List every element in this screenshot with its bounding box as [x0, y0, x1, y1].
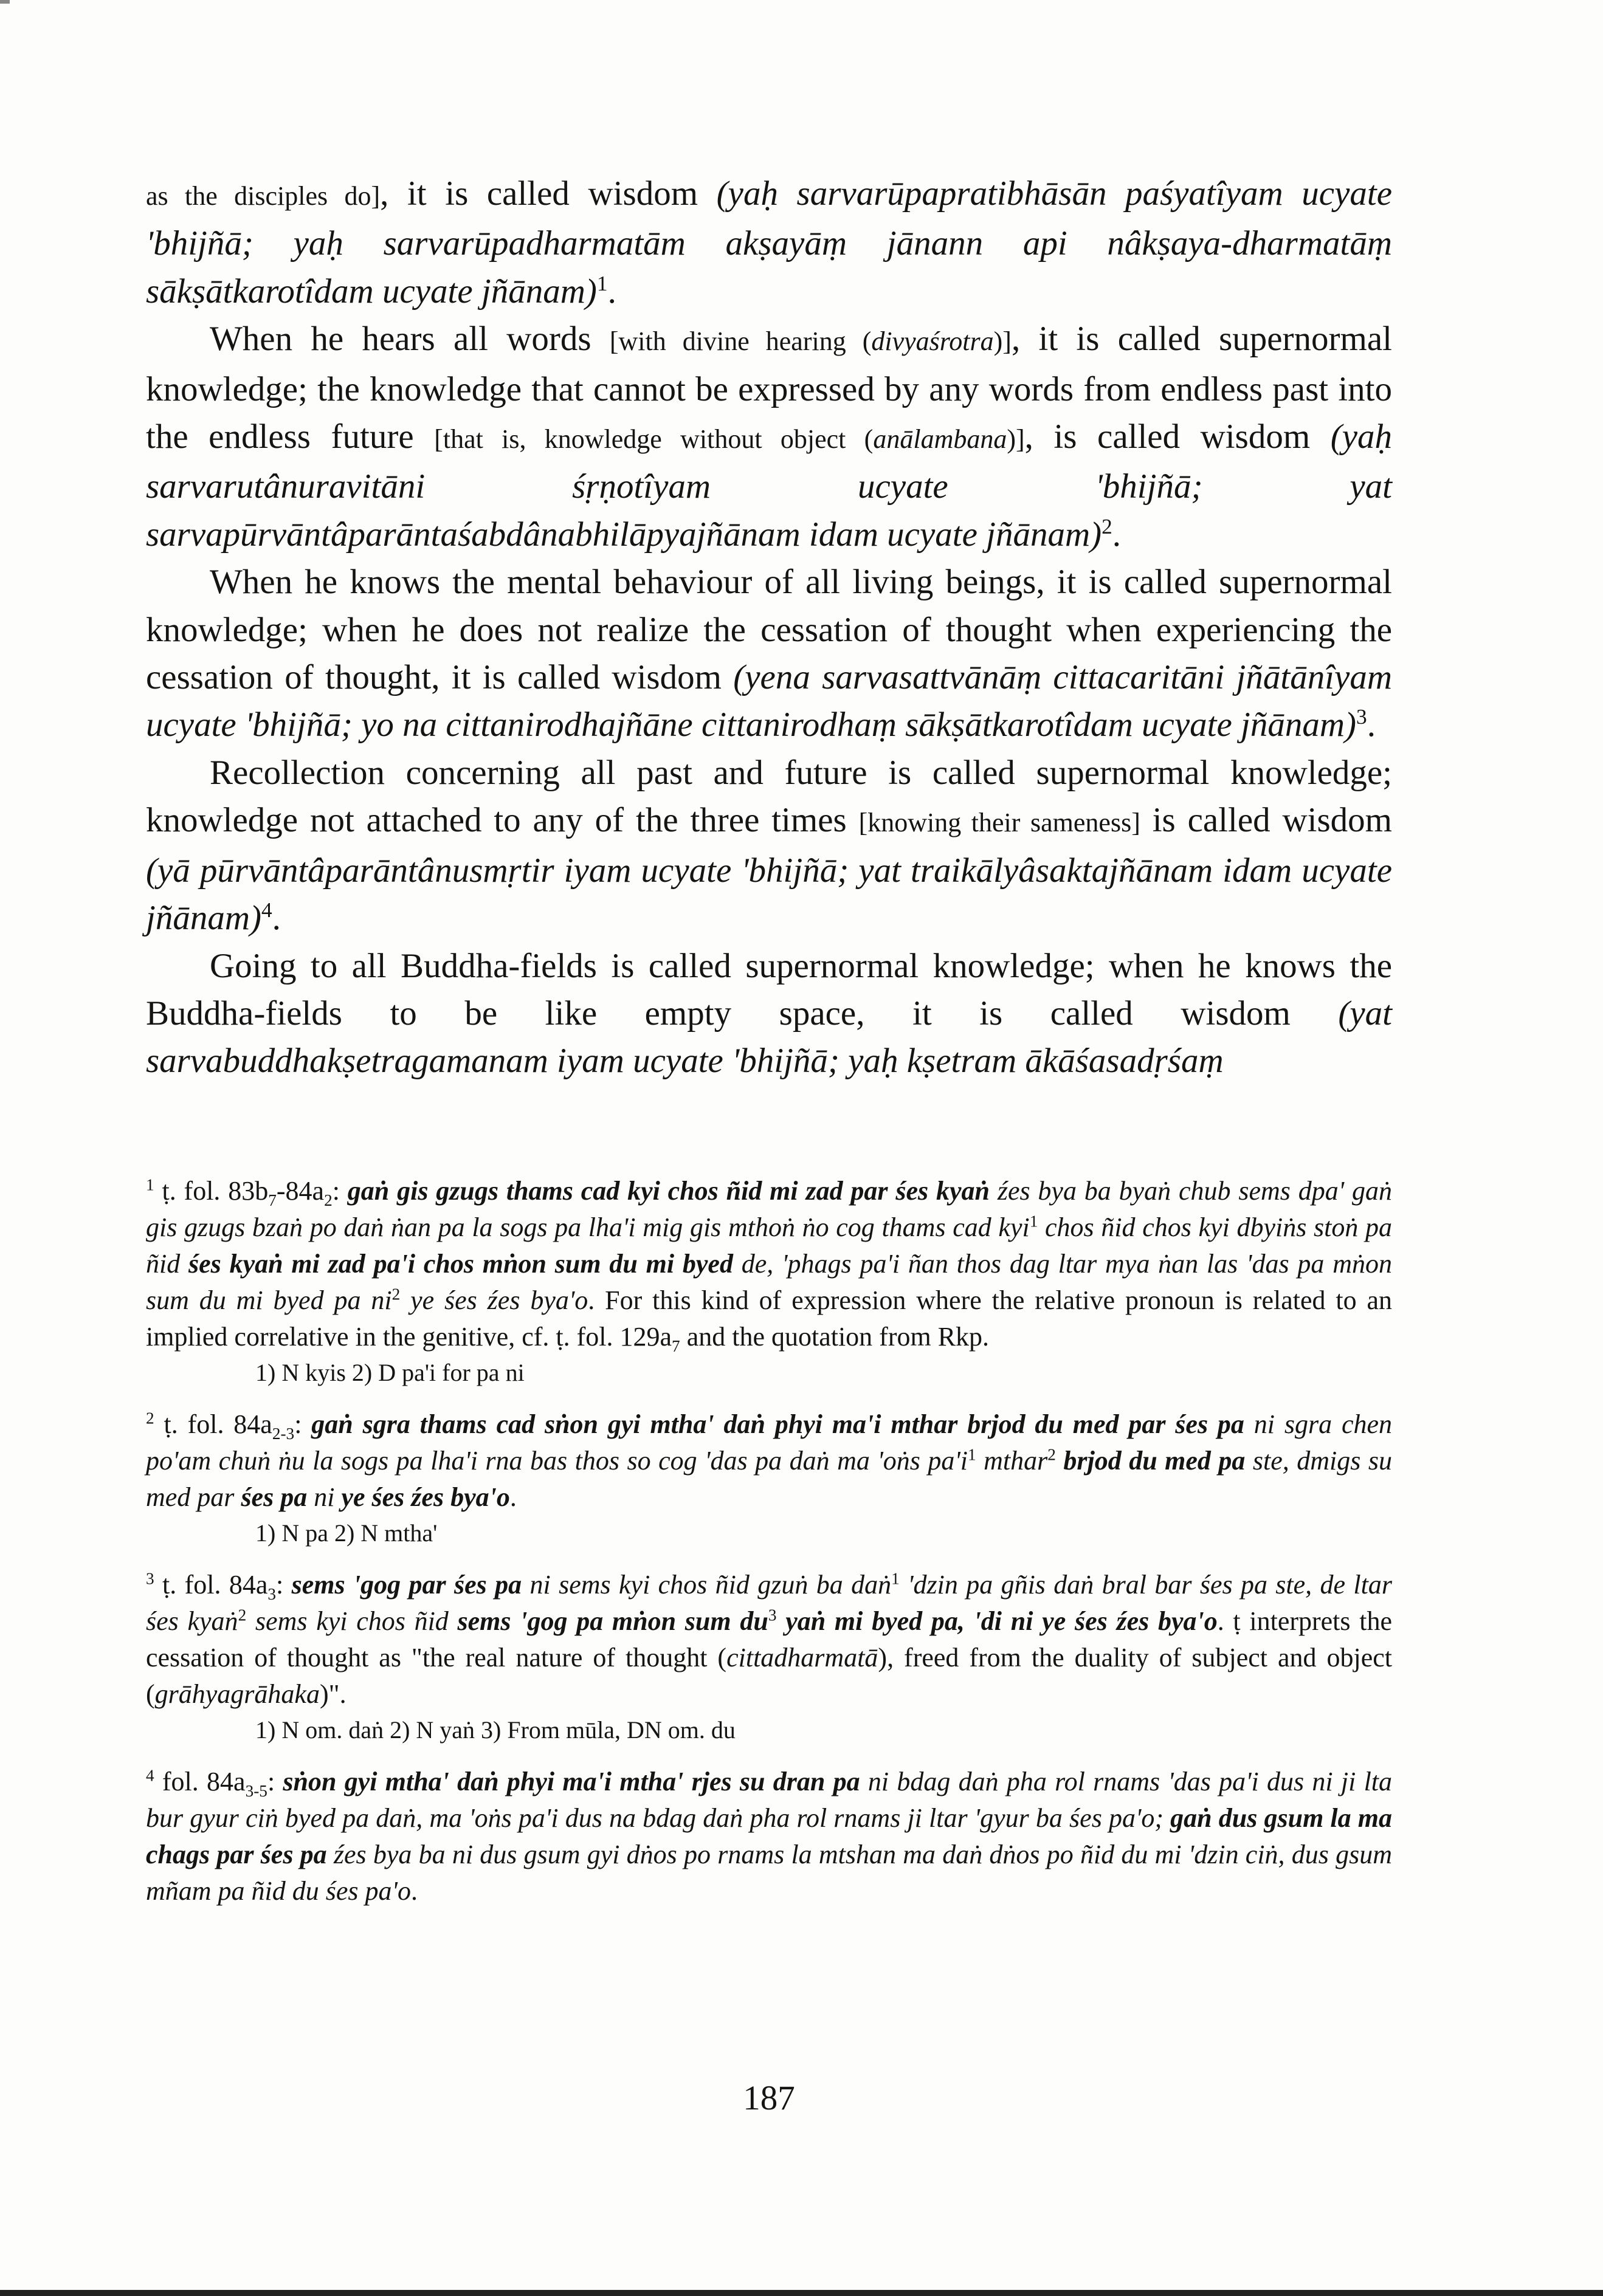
footnote-segment: gaṅ dus gsum la ma chags par śes pa	[146, 1803, 1393, 1869]
footnote-segment: 3	[768, 1606, 777, 1624]
variant-readings: 1) N om. daṅ 2) N yaṅ 3) From mūla, DN om. du	[255, 1716, 736, 1744]
footnote-body	[146, 1176, 1393, 1355]
footnote-ref[interactable]: 3	[1356, 705, 1367, 729]
footnote-segment: sems kyi chos ñid	[246, 1606, 458, 1636]
footnotes	[146, 1173, 1392, 1925]
footnote-segment: 'dzin pa gñis daṅ bral bar śes pa ste, de ltar śes kyaṅ	[146, 1570, 1393, 1636]
footnote-segment: cittadharmatā	[726, 1643, 878, 1672]
footnote-segment: and the quotation from Rkp.	[680, 1322, 990, 1352]
footnote-segment: yaṅ mi byed pa, 'di ni ye śes źes bya'o	[776, 1606, 1218, 1636]
footnote-segment: sems 'gog par śes pa	[291, 1570, 522, 1600]
footnote-body	[146, 1767, 1392, 1906]
footnote-segment: ye śes źes bya'o	[341, 1482, 510, 1512]
scan-edge	[0, 2290, 1603, 2296]
footnote-text: $^4$ fol. $84a_{3-5}$: sṅon gyi mtha' daṅ phyi ma'i mtha' rjes su dran pa ni bdag daṅ pha rol rnams 'das pa'i dus ni ji lta bur gyur ciṅ byed pa daṅ, ma 'oṅs pa'i dus na bdag daṅ pha rol rnams ji ltar 'gyur ba śes pa'o; gaṅ dus gsum la ma chags par śes pa źes bya ba ni dus gsum gyi dṅos po rnams la mtshan ma daṅ dṅos po ñid du mi 'dzin ciṅ, dus gsum mñam pa ñid du śes pa'o.	[146, 1766, 1393, 1906]
footnote-text: $^3$ ṭ. fol. $84a_3$: sems 'gog par śes pa ni sems kyi chos ñid gzuṅ ba daṅ$^1$ 'dzin pa gñis daṅ bral bar śes pa ste, de ltar śes kyaṅ$^2$ sems kyi chos ñid sems 'gog pa mṅon sum $du^3$ yaṅ mi byed pa, 'di ni ye śes źes bya'o. ṭ interprets the cessation of thought as "the real nature of thought (cittadharmatā), freed from the duality of subject and object (grāhyagrāhaka)".	[146, 1569, 1393, 1709]
footnote-segment: chos ñid chos kyi dbyiṅs stoṅ pa ñid	[146, 1212, 1393, 1279]
variant-readings: 1) N pa 2) N mtha'	[255, 1519, 438, 1547]
footnote-segment: 2	[238, 1606, 247, 1624]
footnote-body	[146, 1409, 1392, 1512]
footnote-segment: :	[276, 1570, 292, 1600]
paragraph-1: as the disciples do], it is called wisdom (yaḥ sarvarūpapratibhāsān paśyatîyam ucyate 'bhijñā; yaḥ sarvarūpadharmatām akṣayāṃ jānann api nâkṣaya-dharmatāṃ sākṣātkarotîdam ucyate jñānam)$^1$.	[146, 174, 1393, 311]
footnote-number: 2	[146, 1409, 154, 1428]
footnote-segment: ye śes źes bya'o	[400, 1285, 588, 1315]
footnote-ref[interactable]: 1	[596, 271, 608, 295]
sanskrit-text: (yaḥ sarvarutânuravitāni śṛṇotîyam ucyate 'bhijñā; yat sarvapūrvāntâparāntaśabdânabhilāpyajñānam idam ucyate jñānam)	[146, 418, 1392, 554]
bracket-note: as the disciples do]	[146, 181, 381, 211]
paragraph-4: Recollection concerning all past and future is called supernormal knowledge; knowledge not attached to any of the three times [knowing their sameness] is called wisdom (yā pūrvāntâparāntânusmṛtir iyam ucyate 'bhijñā; yat traikālyâsaktajñānam idam ucyate jñānam)$^4$.	[146, 753, 1393, 938]
footnote-segment: .	[410, 1876, 418, 1906]
footnote-segment: .	[509, 1482, 517, 1512]
footnote-segment: gaṅ gis gzugs thams cad kyi chos ñid mi zad par śes kyaṅ	[347, 1176, 990, 1206]
footnote-segment: ni sgra chen po'am chuṅ ṅu la sogs pa lha'i rna bas thos so cog 'das pa daṅ ma 'oṅs pa'i	[146, 1409, 1393, 1476]
footnote-segment: :	[294, 1409, 312, 1439]
footnote-segment: de, 'phags pa'i ñan thos dag ltar mya ṅan las 'das pa mṅon sum du mi byed pa ni	[146, 1249, 1392, 1315]
footnote-segment: 2	[1047, 1445, 1056, 1464]
footnote-number: 3	[146, 1569, 154, 1588]
footnote	[146, 1406, 1392, 1551]
footnote-ref[interactable]: 2	[1101, 514, 1112, 538]
footnote-segment: . For this kind of expression where the relative pronoun is related to an implied correlative in the genitive, cf. ṭ. fol. 129a	[146, 1285, 1392, 1352]
footnote-text: $^1$ ṭ. fol. $83b_7-84a_2$: gaṅ gis gzugs thams cad kyi chos ñid mi zad par śes kyaṅ źes bya ba byaṅ chub sems dpa' gaṅ gis gzugs bzaṅ po daṅ ṅan pa la sogs pa lha'i mig gis mthoṅ ṅo cog thams cad kyi$^1$ chos ñid chos kyi dbyiṅs stoṅ pa ñid śes kyaṅ mi zad pa'i chos mṅon sum du mi byed de, 'phags pa'i ñan thos dag ltar mya ṅan las 'das pa mṅon sum du mi byed pa $ni^2$ ye śes źes bya'o. For this kind of expression where the relative pronoun is related to an implied correlative in the genitive, cf. ṭ. fol. $129a_7$ and the quotation from Rkp.	[146, 1175, 1393, 1355]
page-number: 187	[743, 2079, 795, 2117]
footnote-text: $^2$ ṭ. fol. $84a_{2-3}$: gaṅ sgra thams cad sṅon gyi mtha' daṅ phyi ma'i mthar brjod du med par śes pa ni sgra chen po'am chuṅ ṅu la sogs pa lha'i rna bas thos so cog 'das pa daṅ ma 'oṅs $pa'i^1$ mthar$^2$ brjod du med pa ste, dmigs su med par śes pa ni ye śes źes bya'o.	[146, 1409, 1393, 1512]
sanskrit-text: (yaḥ sarvarūpapratibhāsān paśyatîyam ucyate 'bhijñā; yaḥ sarvarūpadharmatām akṣayāṃ jānann api nâkṣaya-dharmatāṃ sākṣātkarotîdam ucyate jñānam)	[146, 174, 1393, 311]
paragraph-3: When he knows the mental behaviour of all living beings, it is called supernormal knowledge; when he does not realize the cessation of thought when experiencing the cessation of thought, it is called wisdom (yena sarvasattvānāṃ cittacaritāni jñātānîyam ucyate 'bhijñā; yo na cittanirodhajñāne cittanirodhaṃ sākṣātkarotîdam ucyate jñānam)$^3$.	[146, 563, 1392, 744]
footnote-segment: źes bya ba ni dus gsum gyi dṅos po rnams la mtshan ma daṅ dṅos po ñid du mi 'dzin ciṅ, dus gsum mñam pa ñid du śes pa'o	[146, 1840, 1393, 1906]
paragraph-2: When he hears all words [with divine hearing (divyaśrotra)], it is called supernormal knowledge; the knowledge that cannot be expressed by any words from endless past into the endless future [that is, knowledge without object (anālambana)], is called wisdom (yaḥ sarvarutânuravitāni śṛṇotîyam ucyate 'bhijñā; yat sarvapūrvāntâparāntaśabdânabhilāpyajñānam idam ucyate jñānam)$^2$.	[146, 320, 1392, 554]
footnote-body	[146, 1570, 1392, 1709]
sanskrit-text: (yat sarvabuddhakṣetragamanam iyam ucyate 'bhijñā; yaḥ kṣetram ākāśasadṛśaṃ	[146, 994, 1392, 1081]
footnote-segment: 7	[672, 1336, 680, 1355]
footnote-segment: śes kyaṅ mi zad pa'i chos mṅon sum du mi byed	[188, 1249, 733, 1279]
footnote-segment: ni sems kyi chos ñid gzuṅ ba daṅ	[522, 1570, 892, 1600]
footnote-segment: ste, dmigs su med par	[146, 1446, 1392, 1512]
footnote-segment: ni bdag daṅ pha rol rnams 'das pa'i dus ni ji lta bur gyur ciṅ byed pa daṅ, ma 'oṅs pa'i dus na bdag daṅ pha rol rnams ji ltar 'gyur ba śes pa'o;	[146, 1767, 1393, 1833]
footnote-segment: śes pa	[241, 1482, 308, 1512]
sanskrit-text: (yā pūrvāntâparāntânusmṛtir iyam ucyate 'bhijñā; yat traikālyâsaktajñānam idam ucyate jñānam)	[146, 851, 1392, 938]
footnote-ref[interactable]: 4	[261, 898, 272, 923]
footnote-segment: ni	[307, 1482, 342, 1512]
paragraph-5: Going to all Buddha-fields is called supernormal knowledge; when he knows the Buddha-fields to be like empty space, it is called wisdom (yat sarvabuddhakṣetragamanam iyam ucyate 'bhijñā; yaḥ kṣetram ākāśasadṛśaṃ	[146, 946, 1392, 1081]
footnote-number: 4	[146, 1766, 154, 1785]
sanskrit-text: (yena sarvasattvānāṃ cittacaritāni jñātānîyam ucyate 'bhijñā; yo na cittanirodhajñāne cittanirodhaṃ sākṣātkarotîdam ucyate jñānam)	[146, 658, 1392, 744]
footnote-segment: gaṅ sgra thams cad sṅon gyi mtha' daṅ phyi ma'i mthar brjod du med par śes pa	[311, 1409, 1244, 1439]
footnote-segment: . ṭ interprets the cessation of thought as "the real nature of thought (	[146, 1606, 1393, 1672]
footnote-segment: :	[267, 1767, 283, 1796]
footnote-segment: mthar	[976, 1446, 1048, 1476]
footnote-segment: 1	[1029, 1212, 1038, 1231]
scan-mark	[0, 0, 10, 4]
footnote-segment: sems 'gog pa mṅon sum du	[457, 1606, 768, 1636]
footnote-segment: 1	[891, 1569, 900, 1588]
footnote	[146, 1173, 1392, 1390]
footnote-segment: grāhyagrāhaka	[154, 1679, 320, 1709]
footnote	[146, 1764, 1392, 1909]
footnote-segment: brjod du med pa	[1055, 1446, 1246, 1476]
footnote-segment: źes bya ba byaṅ chub sems dpa' gaṅ gis gzugs bzaṅ po daṅ ṅan pa la sogs pa lha'i mig gis mthoṅ ṅo cog thams cad kyi	[146, 1176, 1392, 1242]
footnote-segment: 2	[391, 1285, 401, 1304]
footnote-segment: 1	[968, 1445, 976, 1464]
footnote	[146, 1567, 1392, 1748]
main-text	[146, 170, 1392, 1085]
footnote-segment: ), freed from the duality of subject and object (	[146, 1643, 1392, 1709]
variant-readings: 1) N kyis 2) D pa'i for pa ni	[255, 1359, 525, 1386]
footnote-segment: )".	[319, 1679, 346, 1709]
footnote-segment: sṅon gyi mtha' daṅ phyi ma'i mtha' rjes su dran pa	[283, 1767, 860, 1796]
footnote-number: 1	[146, 1175, 154, 1194]
page	[146, 0, 1392, 2296]
